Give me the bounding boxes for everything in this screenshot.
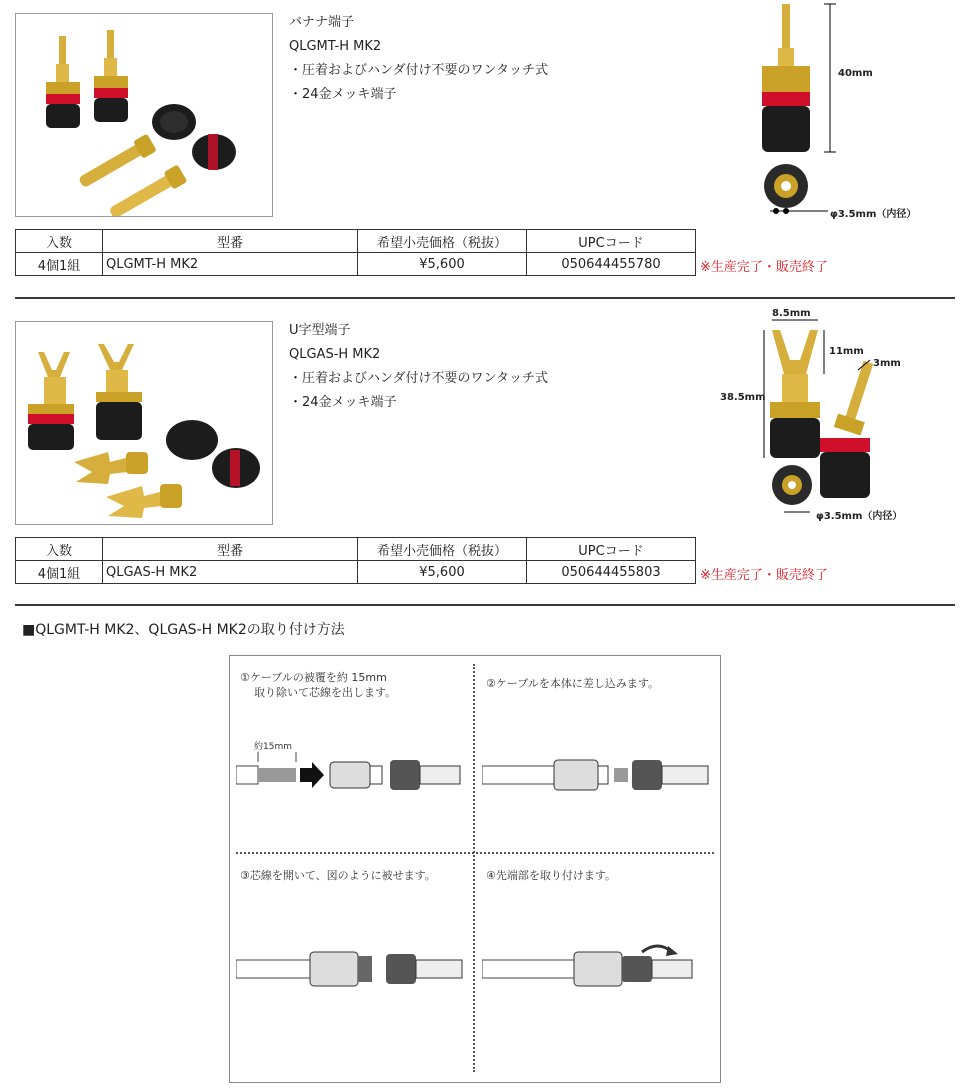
- product-photo-banana: [15, 13, 273, 217]
- step-1-illustration-icon: [236, 752, 470, 802]
- product-type: U字型端子: [289, 323, 351, 338]
- table-cell: 050644455803: [527, 561, 696, 584]
- step-2-text: ②ケーブルを本体に差し込みます。: [486, 677, 659, 690]
- install-section-title: ■QLGMT-H MK2、QLGAS-H MK2の取り付け方法: [22, 622, 345, 638]
- step-2-illustration-icon: [482, 752, 714, 802]
- dimension-drawing-spade: [718, 300, 938, 525]
- diagram-divider-vertical: [473, 664, 475, 1072]
- table-header: 希望小売価格（税抜）: [358, 230, 527, 253]
- section-divider: [15, 297, 955, 299]
- step-3-text: ③芯線を開いて、図のように被せます。: [240, 869, 436, 882]
- table-header: 希望小売価格（税抜）: [358, 538, 527, 561]
- dimension-drawing-icon: [718, 300, 938, 525]
- dimension-diameter-label: φ3.5mm（内径）: [830, 209, 917, 220]
- diagram-divider-horizontal: [236, 852, 714, 854]
- table-header: UPCコード: [527, 538, 696, 561]
- table-header-row: [16, 538, 696, 561]
- spec-table-banana: [15, 229, 696, 276]
- install-diagram: [229, 655, 721, 1083]
- table-row: [16, 253, 696, 276]
- product-description-spade: [289, 319, 548, 415]
- spec-table-spade: [15, 537, 696, 584]
- feature-item: ・圧着およびハンダ付け不要のワンタッチ式: [289, 371, 548, 386]
- feature-item: ・24金メッキ端子: [289, 87, 397, 102]
- strip-length-label: 約15mm: [254, 742, 292, 752]
- table-cell: QLGMT-H MK2: [103, 253, 358, 276]
- dimension-drawing-banana: [740, 0, 950, 222]
- table-header-row: [16, 230, 696, 253]
- table-header: 入数: [16, 230, 103, 253]
- banana-plug-photo-icon: [16, 14, 272, 216]
- table-header: 型番: [103, 538, 358, 561]
- dimension-height-label: 40mm: [838, 68, 873, 79]
- table-row: [16, 561, 696, 584]
- table-header: UPCコード: [527, 230, 696, 253]
- dimension-slot-label: 11mm: [829, 346, 864, 357]
- section-divider: [15, 604, 955, 606]
- discontinued-notice: ※生産完了・販売終了: [700, 568, 828, 583]
- feature-item: ・24金メッキ端子: [289, 395, 397, 410]
- discontinued-notice: ※生産完了・販売終了: [700, 260, 828, 275]
- product-description-banana: [289, 11, 548, 107]
- step-1-text: ①ケーブルの被覆を約 15mm 取り除いて芯線を出します。: [240, 671, 397, 699]
- spade-plug-photo-icon: [16, 322, 272, 524]
- product-model: QLGMT-H MK2: [289, 39, 382, 54]
- dimension-tip-label: 3mm: [873, 358, 901, 369]
- table-cell: QLGAS-H MK2: [103, 561, 358, 584]
- table-cell: 050644455780: [527, 253, 696, 276]
- table-header: 型番: [103, 230, 358, 253]
- step-4-illustration-icon: [482, 942, 714, 998]
- dimension-diameter-label: φ3.5mm（内径）: [816, 511, 903, 522]
- dimension-drawing-icon: [740, 0, 950, 222]
- table-header: 入数: [16, 538, 103, 561]
- dimension-height-label: 38.5mm: [720, 392, 766, 403]
- product-model: QLGAS-H MK2: [289, 347, 381, 362]
- product-photo-spade: [15, 321, 273, 525]
- table-cell: ¥5,600: [358, 561, 527, 584]
- table-cell: 4個1組: [16, 561, 103, 584]
- product-type: バナナ端子: [289, 15, 355, 30]
- table-cell: ¥5,600: [358, 253, 527, 276]
- step-4-text: ④先端部を取り付けます。: [486, 869, 616, 882]
- dimension-width-label: 8.5mm: [772, 308, 811, 319]
- step-3-illustration-icon: [236, 946, 470, 996]
- table-cell: 4個1組: [16, 253, 103, 276]
- feature-item: ・圧着およびハンダ付け不要のワンタッチ式: [289, 63, 548, 78]
